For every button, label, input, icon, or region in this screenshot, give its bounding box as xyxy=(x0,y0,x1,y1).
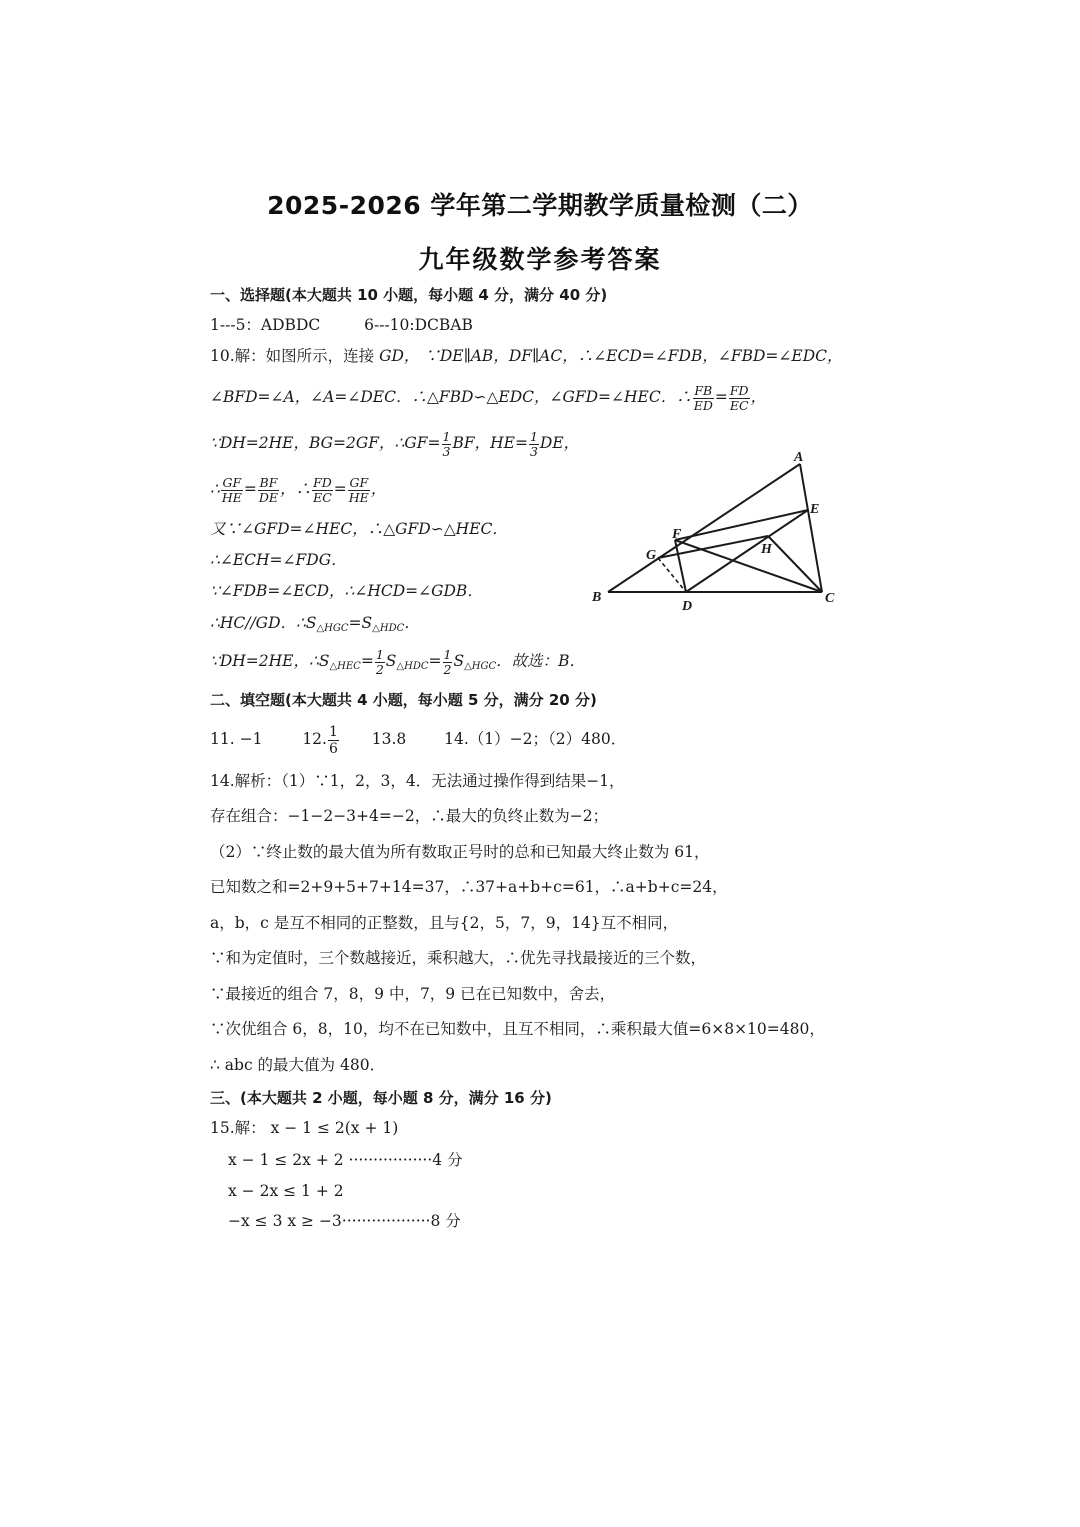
geometry-figure xyxy=(580,442,860,622)
q14-line-1: 14.解析：（1）∵1，2，3，4．无法通过操作得到结果−1， xyxy=(210,772,625,790)
label-a: A xyxy=(794,450,804,465)
q10-line-8: ∴HC//GD．$\therefore S_{\triangle HGC}=S_{\triangle HDC}$． xyxy=(210,614,420,634)
choice-answers-1-5: 1---5：ADBDC xyxy=(210,316,321,334)
q10-line-2: ∠BFD=∠A，∠A=∠DEC．∴△FBD∽△EDC，∠GFD=∠HEC．∴ $\frac{FB}{ED}$ = $\frac{FD}{EC}$ ， xyxy=(210,382,767,413)
document-title: 2025-2026 学年第二学期教学质量检测（二） xyxy=(267,191,813,220)
q14-line-9: ∴ abc 的最大值为 480． xyxy=(210,1056,386,1074)
label-b: B xyxy=(592,590,602,605)
fraction: $\frac{1}{3}$ xyxy=(442,428,451,459)
section3-heading: 三、(本大题共 2 小题，每小题 8 分，满分 16 分) xyxy=(210,1089,552,1107)
choice-answers-6-10: 6---10:DCBAB xyxy=(364,316,473,334)
q15-line-3: x − 2x ≤ 1 + 2 xyxy=(228,1182,344,1200)
q10-line-1-rest: ， ∵DE∥AB，DF∥AC，∴∠ECD=∠FDB，∠FBD=∠EDC， xyxy=(403,347,843,365)
fraction: $\frac{GF}{HE}$ xyxy=(348,474,369,505)
document-subtitle: 九年级数学参考答案 xyxy=(418,245,662,274)
q15-line-2: x − 1 ≤ 2x + 2 ·················4 分 xyxy=(228,1151,463,1169)
q10-line-2-text: ∠BFD=∠A，∠A=∠DEC．∴△FBD∽△EDC，∠GFD=∠HEC．∴ xyxy=(210,388,692,406)
fill-answers xyxy=(210,722,626,757)
segment-fe xyxy=(675,510,808,540)
fraction: $\frac{FD}{EC}$ xyxy=(729,382,749,413)
choice-answers xyxy=(210,314,473,336)
answer-14: 14.（1）−2；（2）480． xyxy=(444,730,627,748)
fraction: $\frac{GF}{HE}$ xyxy=(221,474,242,505)
q10-line-4: ∴ $\frac{GF}{HE}$ = $\frac{BF}{DE}$ ，∴ $\frac{FD}{EC}$ = $\frac{GF}{HE}$ ， xyxy=(210,474,387,505)
q10-line-5: 又∵∠GFD=∠HEC，∴△GFD∽△HEC． xyxy=(210,520,508,538)
answer-12-label: 12. xyxy=(302,730,327,748)
fraction: $\frac{1}{2}$ xyxy=(443,646,452,677)
section1-heading: 一、选择题(本大题共 10 小题，每小题 4 分，满分 40 分) xyxy=(210,286,608,304)
label-d: D xyxy=(682,599,693,614)
label-e: E xyxy=(810,502,820,517)
q14-line-4: 已知数之和=2+9+5+7+14=37，∴37+a+b+c=61，∴a+b+c=24， xyxy=(210,878,728,896)
q10-line-3: ∵DH=2HE，BG=2GF，∴GF= $\frac{1}{3}$ BF，HE= $\frac{1}{3}$ DE， xyxy=(210,428,580,459)
q14-line-7: ∵最接近的组合 7，8，9 中，7，9 已在已知数中，舍去， xyxy=(210,985,616,1003)
q10-line-1-label: 10.解：如图所示，连接 xyxy=(210,347,375,365)
fraction: $\frac{BF}{DE}$ xyxy=(258,474,279,505)
fraction: $\frac{1}{2}$ xyxy=(375,646,384,677)
label-f: F xyxy=(672,527,682,542)
q15-line-4: −x ≤ 3 x ≥ −3··················8 分 xyxy=(228,1212,461,1230)
q14-line-3: （2）∵终止数的最大值为所有数取正号时的总和已知最大终止数为 61， xyxy=(210,843,710,861)
fraction: $\frac{1}{3}$ xyxy=(529,428,538,459)
answer-12-fraction: $\frac{1}{6}$ xyxy=(328,723,338,757)
answer-13: 13.8 xyxy=(371,730,407,748)
q14-line-6: ∵和为定值时，三个数越接近，乘积越大，∴优先寻找最接近的三个数， xyxy=(210,949,707,967)
q10-line-1 xyxy=(210,345,843,367)
label-g: G xyxy=(646,548,657,563)
q14-line-8: ∵次优组合 6，8，10，均不在已知数中，且互不相同，∴乘积最大值=6×8×10=480， xyxy=(210,1020,825,1038)
q14-line-5: a，b，c 是互不相同的正整数，且与{2，5，7，9，14}互不相同， xyxy=(210,914,679,932)
label-h: H xyxy=(761,542,772,557)
q10-line-9: ∵DH=2HE，$\therefore S_{\triangle HEC}=$ $\frac{1}{2}$ $S_{\triangle HDC}=$ $\frac{1}{2}$ $S_{\triangle HGC}$．故选：B． xyxy=(210,646,586,677)
segment-df xyxy=(675,540,686,592)
segment-ab xyxy=(608,464,800,592)
q10-line-6: ∴∠ECH=∠FDG． xyxy=(210,551,347,569)
fraction: $\frac{FB}{ED}$ xyxy=(693,382,713,413)
q10-line-1-gd: GD xyxy=(379,347,404,365)
q15-line-1: 15.解： x − 1 ≤ 2(x + 1) xyxy=(210,1119,399,1137)
answer-11: 11. −1 xyxy=(210,730,263,748)
fraction: $\frac{FD}{EC}$ xyxy=(313,474,332,505)
section2-heading: 二、填空题(本大题共 4 小题，每小题 5 分，满分 20 分) xyxy=(210,691,597,709)
q10-line-7: ∵∠FDB=∠ECD，∴∠HCD=∠GDB． xyxy=(210,582,483,600)
label-c: C xyxy=(825,591,835,606)
q14-line-2: 存在组合：−1−2−3+4=−2，∴最大的负终止数为−2； xyxy=(210,807,609,825)
